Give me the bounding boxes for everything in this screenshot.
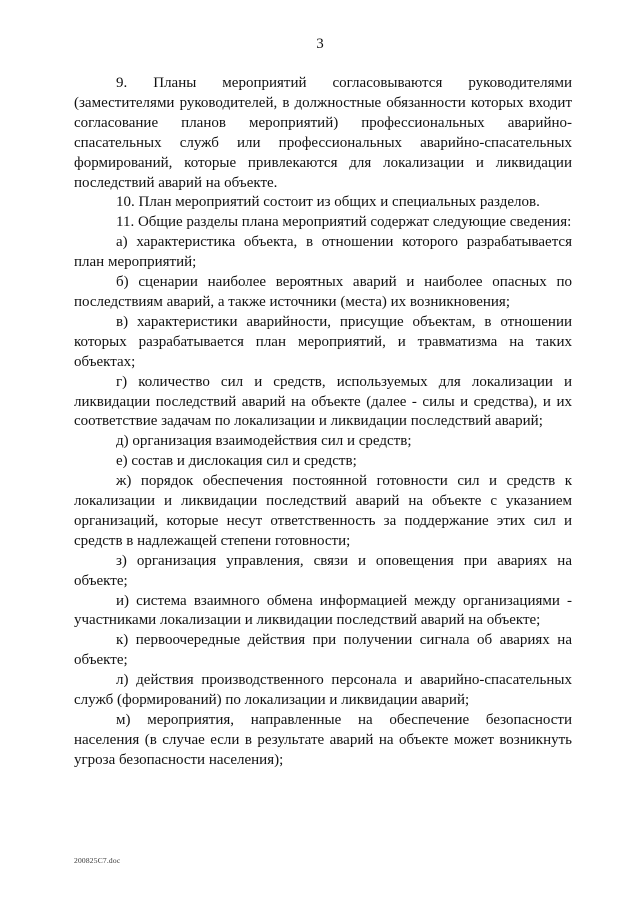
paragraph-item-11: 11. Общие разделы плана мероприятий содержат следующие сведения: bbox=[116, 214, 572, 231]
file-name-footer: 200825C7.doc bbox=[74, 856, 121, 865]
subitem-a: а) характеристика объекта, в отношении которого разрабатывается план мероприятий; bbox=[74, 234, 572, 271]
subitem-i: и) система взаимного обмена информацией между организациями - участниками локализации и ликвидации последствий аварий на объекте; bbox=[74, 592, 572, 629]
subitem-v: в) характеристики аварийности, присущие объектам, в отношении которых разрабатывается план мероприятий, и травматизма на таких объектах; bbox=[74, 313, 572, 370]
paragraph-item-9: 9. Планы мероприятий согласовываются руководителями (заместителями руководителей, в должностные обязанности которых входит согласование планов мероприятий) профессиональных аварийно-спасательных служб или профессиональных аварийно-спасательных формирований, которые привлекаются для локализации и ликвидации последствий аварий на объекте. bbox=[74, 75, 572, 191]
page-number: 3 bbox=[316, 36, 324, 52]
subitem-m: м) мероприятия, направленные на обеспечение безопасности населения (в случае если в результате аварий на объекте может возникнуть угроза безопасности населения); bbox=[74, 712, 572, 768]
subitem-l: л) действия производственного персонала и аварийно-спасательных служб (формирований) по локализации и ликвидации аварий; bbox=[74, 672, 572, 709]
subitem-z: з) организация управления, связи и оповещения при авариях на объекте; bbox=[74, 552, 572, 589]
subitem-k: к) первоочередные действия при получении сигнала об авариях на объекте; bbox=[74, 632, 572, 669]
subitem-zh: ж) порядок обеспечения постоянной готовности сил и средств к локализации и ликвидации последствий аварий на объекте с указанием организаций, которые несут ответственность за поддержание этих сил и средств в надлежащей степени готовности; bbox=[74, 473, 572, 549]
subitem-b: б) сценарии наиболее вероятных аварий и наиболее опасных по последствиям аварий, а также источники (места) их возникновения; bbox=[74, 274, 572, 310]
subitem-e: е) состав и дислокация сил и средств; bbox=[116, 453, 357, 470]
subitem-d: д) организация взаимодействия сил и средств; bbox=[116, 433, 412, 450]
subitem-g: г) количество сил и средств, используемых для локализации и ликвидации последствий аварий на объекте (далее - силы и средства), и их соответствие задачам по локализации и ликвидации последствий аварий; bbox=[74, 373, 572, 430]
paragraph-item-10: 10. План мероприятий состоит из общих и специальных разделов. bbox=[116, 194, 540, 211]
document-body bbox=[74, 74, 572, 771]
